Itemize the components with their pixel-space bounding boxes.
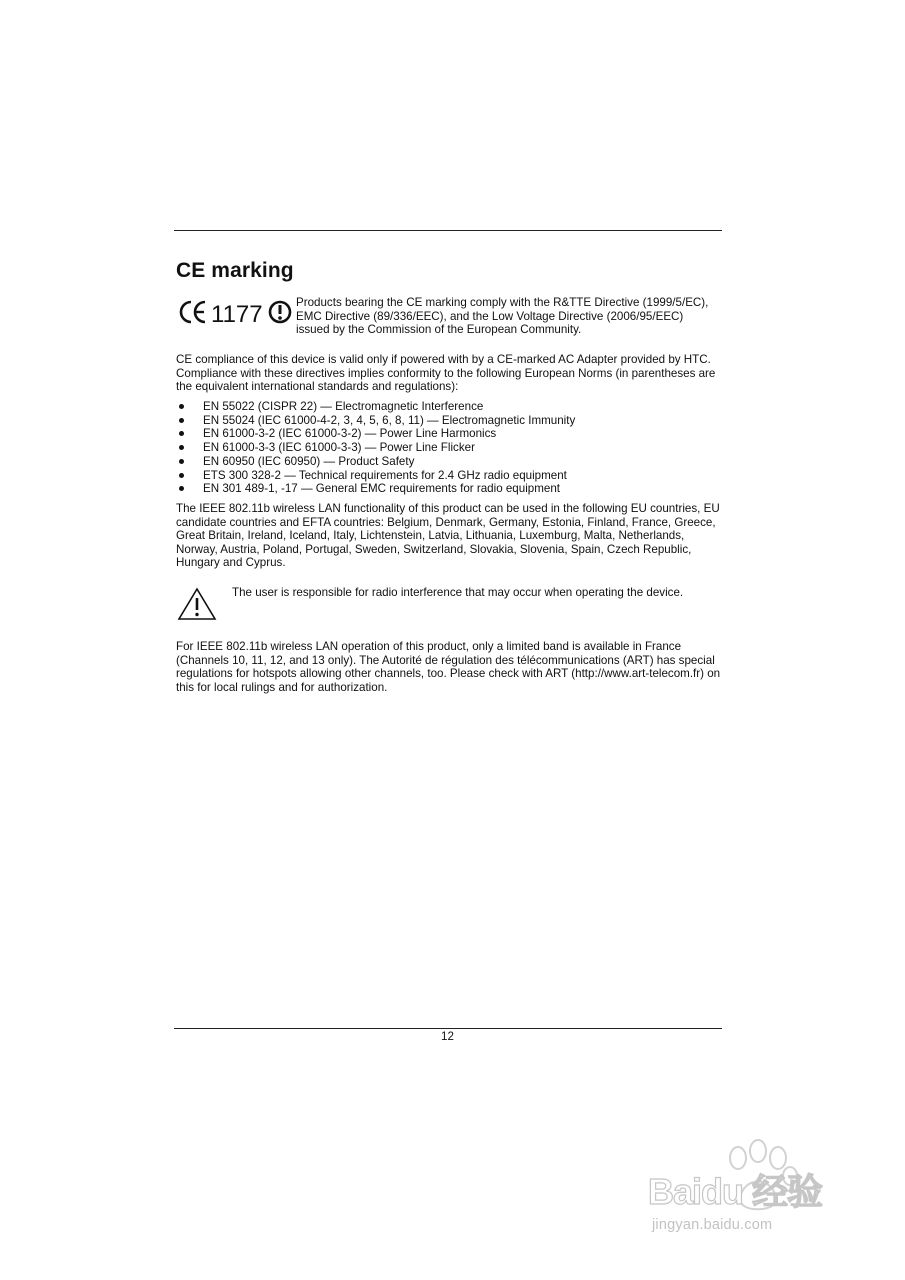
alert-circle-icon <box>270 302 290 322</box>
footer-rule <box>174 1028 722 1029</box>
list-item: EN 301 489-1, -17 — General EMC requirements for radio equipment <box>176 482 722 496</box>
bullet-icon <box>179 418 184 423</box>
france-paragraph: For IEEE 802.11b wireless LAN operation of this product, only a limited band is available in France (Channels 10, 11, 12, and 13 only). The Autorité de régulation des télécommunications (ART) has special regulations for hotspots allowing other channels, too. Please check with ART (http://www.art-telecom.fr) on this for local rulings and for authorization. <box>176 640 721 694</box>
bullet-icon <box>179 459 184 464</box>
bullet-icon <box>179 473 184 478</box>
wlan-countries-paragraph: The IEEE 802.11b wireless LAN functionality of this product can be used in the following EU countries, EU candidate countries and EFTA countries: Belgium, Denmark, Germany, Estonia, Finland, France, Greece, Great Britain, Ireland, Iceland, Italy, Lichtenstein, Latvia, Lithuania, Luxemburg, Malta, Netherlands, Norway, Austria, Poland, Portugal, Sweden, Switzerland, Slovakia, Slovenia, Spain, Czech Republic, Hungary and Cyprus. <box>176 502 720 570</box>
ce-notified-body-number: 1177 <box>211 301 263 328</box>
watermark-url: jingyan.baidu.com <box>652 1217 773 1233</box>
list-item: EN 55024 (IEC 61000-4-2, 3, 4, 5, 6, 8, 11) — Electromagnetic Immunity <box>176 414 722 428</box>
section-heading: CE marking <box>176 259 294 282</box>
page-number: 12 <box>441 1030 454 1043</box>
bullet-icon <box>179 404 184 409</box>
list-item: EN 55022 (CISPR 22) — Electromagnetic Interference <box>176 400 722 414</box>
list-item: EN 61000-3-2 (IEC 61000-3-2) — Power Line Harmonics <box>176 427 722 441</box>
warning-triangle-icon <box>177 587 217 621</box>
watermark-brand: Baidu 经验 <box>648 1171 823 1212</box>
warning-text: The user is responsible for radio interference that may occur when operating the device. <box>232 586 684 599</box>
compliance-paragraph: CE compliance of this device is valid only if powered with by a CE-marked AC Adapter provided by HTC. Compliance with these directives implies conformity to the following European Norms (in parentheses are the equivalent international standards and regulations): <box>176 353 716 394</box>
bullet-icon <box>179 445 184 450</box>
header-rule <box>174 230 722 231</box>
bullet-icon <box>179 486 184 491</box>
list-item: EN 60950 (IEC 60950) — Product Safety <box>176 455 722 469</box>
standards-list <box>176 400 722 496</box>
bullet-icon <box>179 431 184 436</box>
list-item: ETS 300 328-2 — Technical requirements for 2.4 GHz radio equipment <box>176 469 722 483</box>
ce-mark-logo <box>176 296 294 328</box>
list-item: EN 61000-3-3 (IEC 61000-3-3) — Power Line Flicker <box>176 441 722 455</box>
ce-statement: Products bearing the CE marking comply with the R&TTE Directive (1999/5/EC), EMC Directive (89/336/EEC), and the Low Voltage Directive (2006/95/EEC) issued by the Commission of the European Community. <box>296 296 709 337</box>
